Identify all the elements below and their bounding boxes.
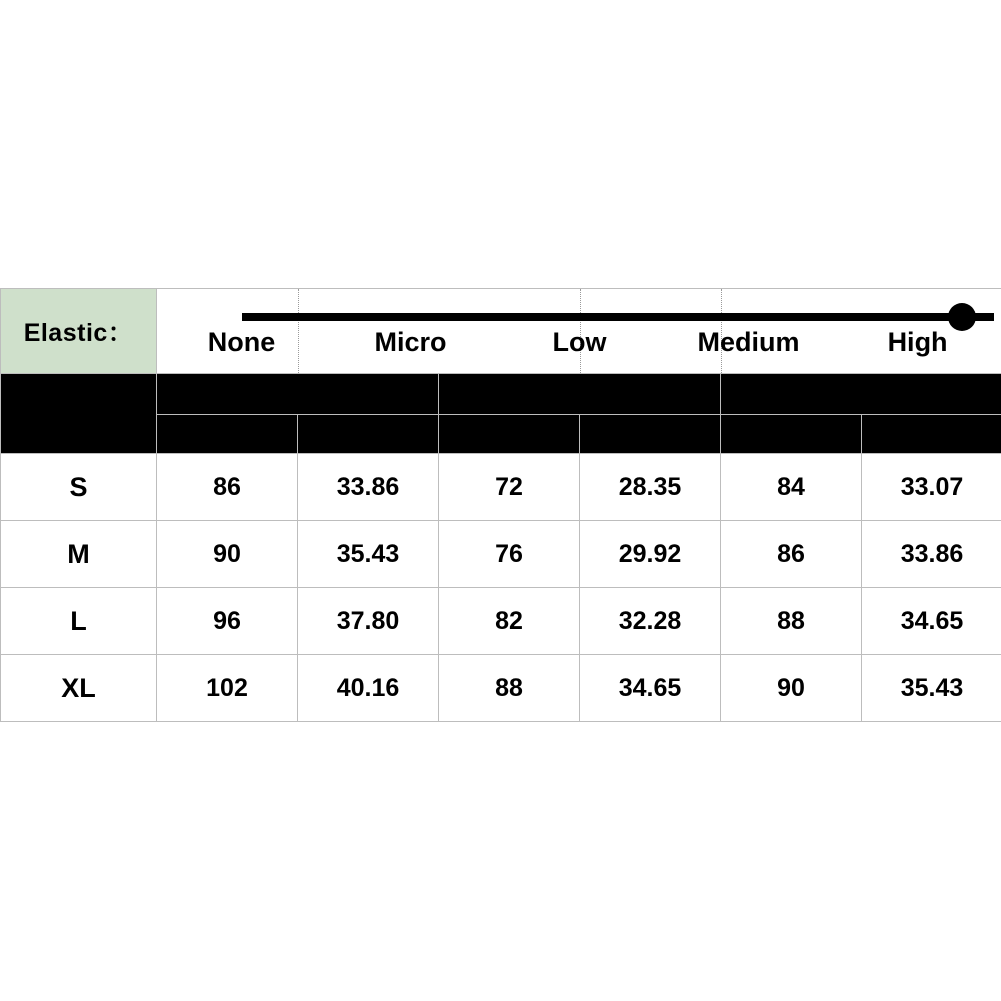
table-row [1, 655, 1001, 722]
cell-waist-inch: 28.35 [580, 454, 721, 521]
cell-length-cm: 86 [721, 521, 862, 588]
cell-bust-inch: 33.86 [298, 454, 439, 521]
size-chart [0, 288, 1001, 722]
table-row [1, 588, 1001, 655]
cell-size: L [1, 588, 157, 655]
cell-bust-cm: 102 [157, 655, 298, 722]
cell-length-inch: 34.65 [862, 588, 1001, 655]
header-group-waist: Waist [439, 374, 721, 415]
header-size: Size [1, 374, 157, 454]
elastic-level-medium: Medium [697, 327, 800, 357]
cell-length-inch: 35.43 [862, 655, 1001, 722]
cell-bust-inch: 37.80 [298, 588, 439, 655]
cell-bust-cm: 90 [157, 521, 298, 588]
elastic-level-micro: Micro [374, 327, 447, 357]
elastic-row [1, 289, 1001, 374]
table-row [1, 521, 1001, 588]
cell-waist-cm: 88 [439, 655, 580, 722]
elastic-label: Elastic： [1, 289, 157, 374]
header-unit-bust-cm: cm [157, 415, 298, 454]
elastic-level-high: High [887, 327, 948, 357]
elastic-scale[interactable] [157, 289, 1001, 374]
header-unit-bust-inch: inch [298, 415, 439, 454]
cell-size: XL [1, 655, 157, 722]
elastic-level-low: Low [552, 327, 607, 357]
header-group-length: Length [721, 374, 1001, 415]
cell-waist-inch: 34.65 [580, 655, 721, 722]
cell-waist-inch: 32.28 [580, 588, 721, 655]
cell-waist-cm: 72 [439, 454, 580, 521]
cell-waist-inch: 29.92 [580, 521, 721, 588]
elastic-slider[interactable] [157, 289, 1001, 373]
header-unit-length-inch: inch [862, 415, 1001, 454]
cell-length-cm: 84 [721, 454, 862, 521]
cell-waist-cm: 82 [439, 588, 580, 655]
header-unit-length-cm: cm [721, 415, 862, 454]
cell-waist-cm: 76 [439, 521, 580, 588]
elastic-levels [157, 327, 1001, 358]
cell-length-inch: 33.07 [862, 454, 1001, 521]
header-unit-waist-cm: cm [439, 415, 580, 454]
cell-bust-cm: 86 [157, 454, 298, 521]
cell-bust-cm: 96 [157, 588, 298, 655]
header-group-bust: Bust [157, 374, 439, 415]
slider-track-icon [242, 313, 994, 321]
cell-size: M [1, 521, 157, 588]
elastic-level-none: None [207, 327, 276, 357]
cell-size: S [1, 454, 157, 521]
cell-length-cm: 88 [721, 588, 862, 655]
size-chart-table [0, 288, 1001, 722]
header-unit-waist-inch: inch [580, 415, 721, 454]
cell-length-inch: 33.86 [862, 521, 1001, 588]
table-row [1, 454, 1001, 521]
cell-length-cm: 90 [721, 655, 862, 722]
group-header-row [1, 374, 1001, 415]
cell-bust-inch: 40.16 [298, 655, 439, 722]
cell-bust-inch: 35.43 [298, 521, 439, 588]
